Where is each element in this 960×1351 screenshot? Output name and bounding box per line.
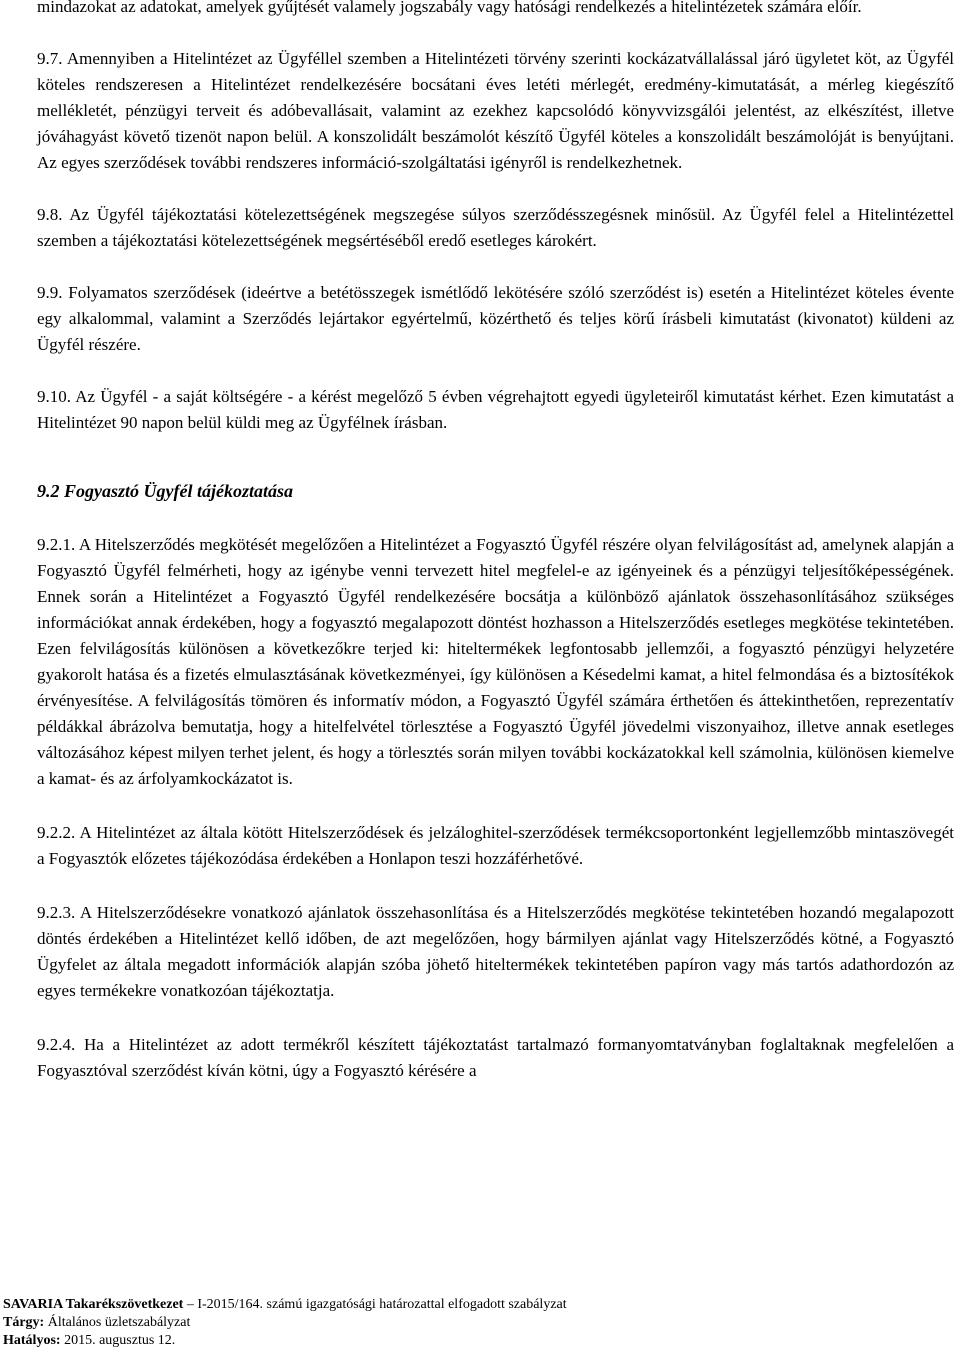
paragraph-9-2-2: 9.2.2. A Hitelintézet az általa kötött Hitelszerződések és jelzáloghitel-szerződések termékcsoportonként legjellemzőbb mintaszövegét a Fogyasztók előzetes tájékozódása érdekében a Honlapon teszi hozzáférhetővé.	[37, 823, 954, 868]
footer-subject-line	[3, 1314, 953, 1332]
footer-subject-value: Általános üzletszabályzat	[44, 1315, 191, 1330]
footer-effective-value: 2015. augusztus 12.	[60, 1333, 176, 1348]
footer-issuer-line	[3, 1296, 953, 1314]
footer-effective-label: Hatályos:	[3, 1333, 61, 1348]
paragraph-9-10: 9.10. Az Ügyfél - a saját költségére - a kérést megelőző 5 évben végrehajtott egyedi ügyleteiről kimutatást kérhet. Ezen kimutatást a Hitelintézet 90 napon belül küldi meg az Ügyfélnek írásban.	[37, 387, 954, 432]
paragraph-continuation: mindazokat az adatokat, amelyek gyűjtését valamely jogszabály vagy hatósági rendelkezés a hitelintézetek számára előír.	[37, 0, 862, 16]
footer-issuer-text: – I-2015/164. számú igazgatósági határozattal elfogadott szabályzat	[183, 1297, 567, 1312]
footer-subject-label: Tárgy:	[3, 1315, 45, 1330]
section-heading-9-2: 9.2 Fogyasztó Ügyfél tájékoztatása	[37, 481, 293, 501]
paragraph-9-2-3: 9.2.3. A Hitelszerződésekre vonatkozó ajánlatok összehasonlítása és a Hitelszerződés megkötése tekintetében hozandó megalapozott döntés érdekében a Hitelintézet kellő időben, de azt megelőzően, hogy bármilyen ajánlat vagy Hitelszerződés kötné, a Fogyasztó Ügyfelet az általa megadott információk alapján szóba jöhető hiteltermékek tekintetében papíron vagy más tartós adathordozón az egyes termékekre vonatkozóan tájékoztatja.	[37, 903, 954, 1000]
footer-issuer-name: SAVARIA Takarékszövetkezet	[3, 1297, 184, 1312]
paragraph-9-9: 9.9. Folyamatos szerződések (ideértve a betétösszegek ismétlődő lekötésére szóló szerződést is) esetén a Hitelintézet köteles évente egy alkalommal, valamint a Szerződés lejártakor egyértelmű, közérthető és teljes körű írásbeli kimutatást (kivonatot) küldeni az Ügyfél részére.	[37, 283, 954, 354]
page-footer	[3, 1296, 953, 1350]
document-page	[37, 0, 954, 1084]
paragraph-9-2-1: 9.2.1. A Hitelszerződés megkötését megelőzően a Hitelintézet a Fogyasztó Ügyfél részére olyan felvilágosítást ad, amelynek alapján a Fogyasztó Ügyfél felmérheti, hogy az igénybe venni tervezett hitel megfelel-e az igényeinek és a pénzügyi teljesítőképességének. Ennek során a Hitelintézet a Fogyasztó Ügyfél rendelkezésére bocsátja a különböző ajánlatok összehasonlításához szükséges információkat annak érdekében, hogy a fogyasztó megalapozott döntést hozhasson a Hitelszerződés esetleges megkötése tekintetében. Ezen felvilágosítás különösen a következőkre terjed ki: hiteltermékek legfontosabb jellemzői, a fogyasztó pénzügyi helyzetére gyakorolt hatása és a fizetés elmulasztásának következményei, így különösen a Késedelmi kamat, a hitel felmondása és a biztosítékok érvényesítése. A felvilágosítás tömören és informatív módon, a Fogyasztó Ügyfél számára érthetően és áttekinthetően, reprezentatív példákkal ábrázolva bemutatja, hogy a hitelfelvétel törlesztése a Fogyasztó Ügyfél jövedelmi viszonyaihoz, illetve annak esetleges változásához képest milyen terhet jelent, és hogy a törlesztés során milyen további kockázatokkal kell számolnia, különösen kiemelve a kamat- és az árfolyamkockázatot is.	[37, 535, 954, 788]
paragraph-9-8: 9.8. Az Ügyfél tájékoztatási kötelezettségének megszegése súlyos szerződésszegésnek minősül. Az Ügyfél felel a Hitelintézettel szemben a tájékoztatási kötelezettségének megsértéséből eredő esetleges károkért.	[37, 205, 954, 250]
paragraph-9-7: 9.7. Amennyiben a Hitelintézet az Ügyféllel szemben a Hitelintézeti törvény szerinti kockázatvállalással járó ügyletet köt, az Ügyfél köteles rendszeresen a Hitelintézet rendelkezésére bocsátani éves letéti mérlegét, eredmény-kimutatását, a mérleg kiegészítő mellékletét, pénzügyi terveit és adóbevallásait, valamint az ezekhez kapcsolódó könyvvizsgálói jelentést, az elkészítést, illetve jóváhagyást követő tizenöt napon belül. A konszolidált beszámolót készítő Ügyfél köteles a konszolidált beszámolóját is benyújtani. Az egyes szerződések további rendszeres információ-szolgáltatási igényről is rendelkezhetnek.	[37, 49, 954, 172]
footer-effective-line	[3, 1332, 953, 1350]
paragraph-9-2-4: 9.2.4. Ha a Hitelintézet az adott termékről készített tájékoztatást tartalmazó formanyomtatványban foglaltaknak megfelelően a Fogyasztóval szerződést kíván kötni, úgy a Fogyasztó kérésére a	[37, 1035, 954, 1080]
